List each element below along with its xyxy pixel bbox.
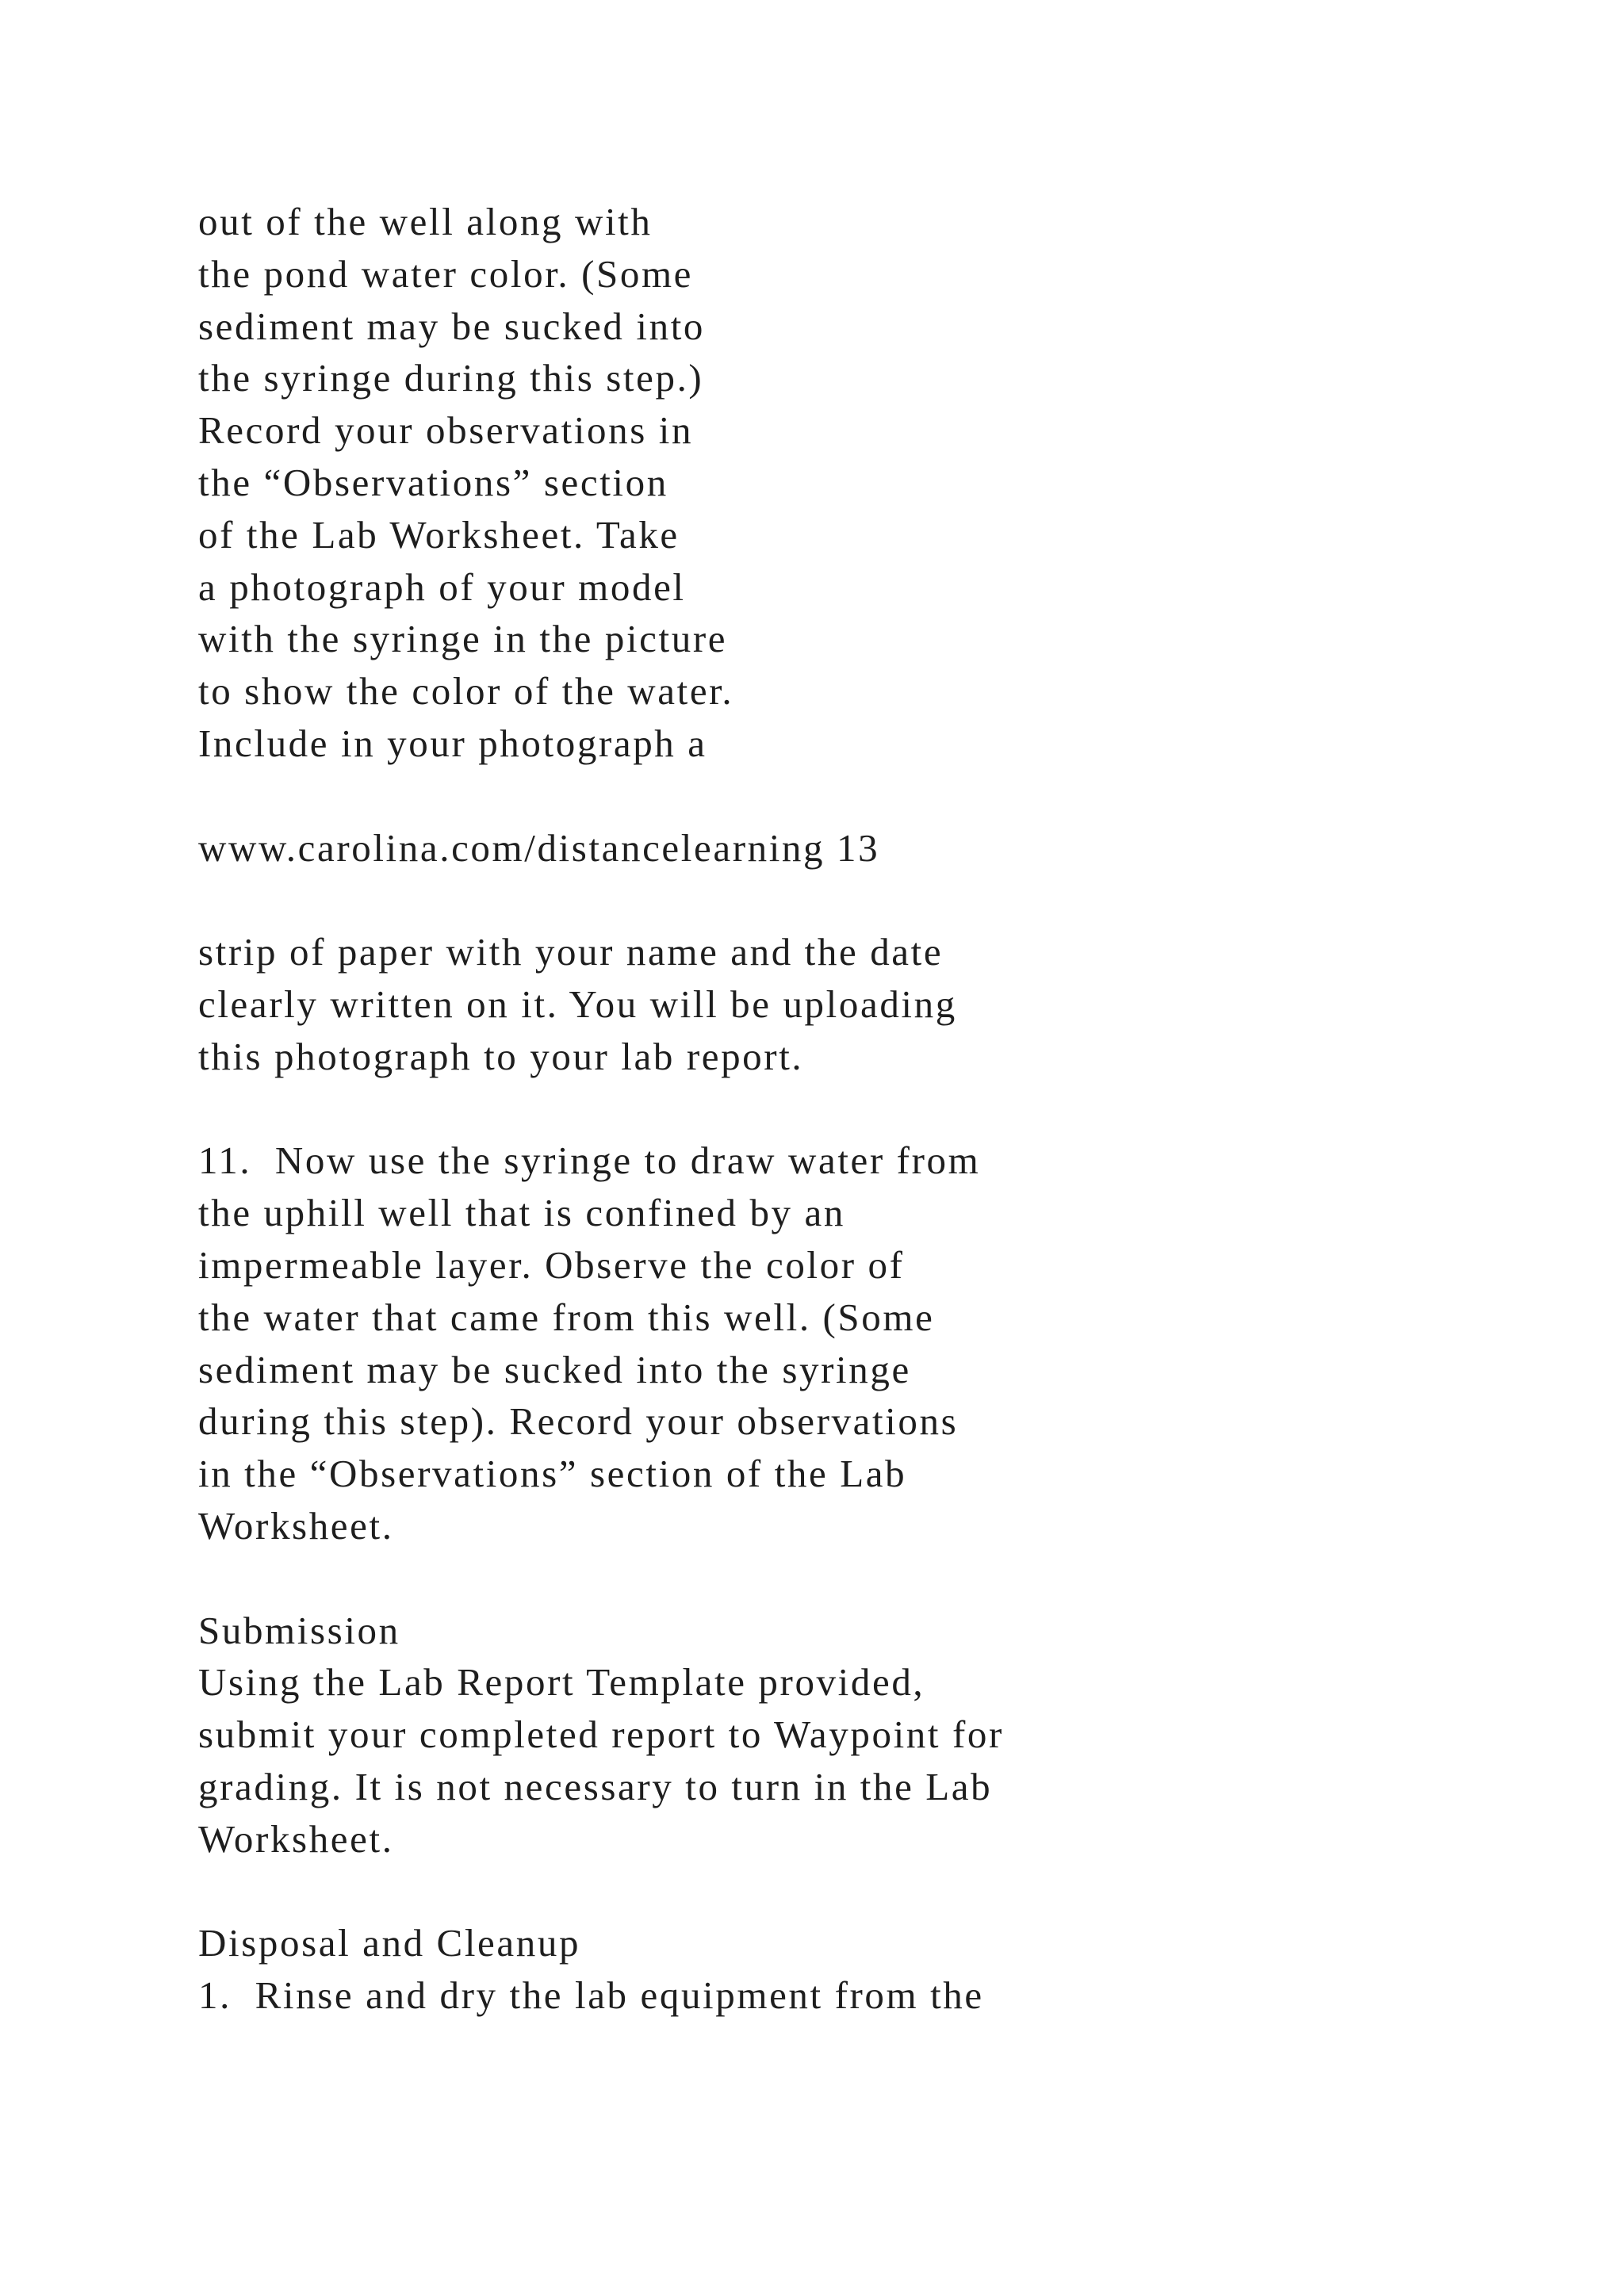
text-line: the syringe during this step.) (198, 356, 704, 400)
text-line: submit your completed report to Waypoint for (198, 1712, 1004, 1757)
text-line: Record your observations in (198, 408, 694, 453)
blank-line (198, 1866, 1546, 1918)
text-line: of the Lab Worksheet. Take (198, 512, 680, 557)
text-line: Using the Lab Report Template provided, (198, 1660, 925, 1705)
text-line: during this step). Record your observations (198, 1399, 959, 1444)
text-line: sediment may be sucked into the syringe (198, 1347, 911, 1391)
text-line: strip of paper with your name and the date (198, 930, 944, 974)
blank-line (198, 874, 1546, 926)
text-line: Include in your photograph a (198, 721, 707, 765)
text-line: sediment may be sucked into (198, 304, 706, 348)
text-line: grading. It is not necessary to turn in the Lab (198, 1764, 993, 1808)
text-line: with the syringe in the picture (198, 617, 728, 661)
text-line: Worksheet. (198, 1816, 394, 1861)
page-footer: www.carolina.com/distancelearning 13 (198, 825, 880, 870)
text-line: a photograph of your model (198, 564, 686, 609)
text-line: the water that came from this well. (Some (198, 1295, 935, 1339)
blank-line (198, 1083, 1546, 1135)
text-line: Worksheet. (198, 1503, 394, 1548)
step-item: 1. Rinse and dry the lab equipment from the (198, 1973, 984, 2018)
document-text (198, 196, 1546, 2022)
section-heading: Submission (198, 1608, 400, 1652)
text-line: the pond water color. (Some (198, 251, 694, 296)
text-line: clearly written on it. You will be uploading (198, 982, 957, 1026)
text-line: the “Observations” section (198, 460, 668, 504)
blank-line (198, 1552, 1546, 1605)
blank-line (198, 770, 1546, 822)
step-item: 11. Now use the syringe to draw water from (198, 1138, 981, 1183)
text-line: to show the color of the water. (198, 669, 734, 714)
text-line: this photograph to your lab report. (198, 1034, 804, 1078)
text-line: the uphill well that is confined by an (198, 1191, 845, 1235)
text-line: in the “Observations” section of the Lab (198, 1452, 907, 1496)
text-line: impermeable layer. Observe the color of (198, 1242, 905, 1287)
text-line: out of the well along with (198, 200, 653, 243)
section-heading: Disposal and Cleanup (198, 1921, 581, 1965)
